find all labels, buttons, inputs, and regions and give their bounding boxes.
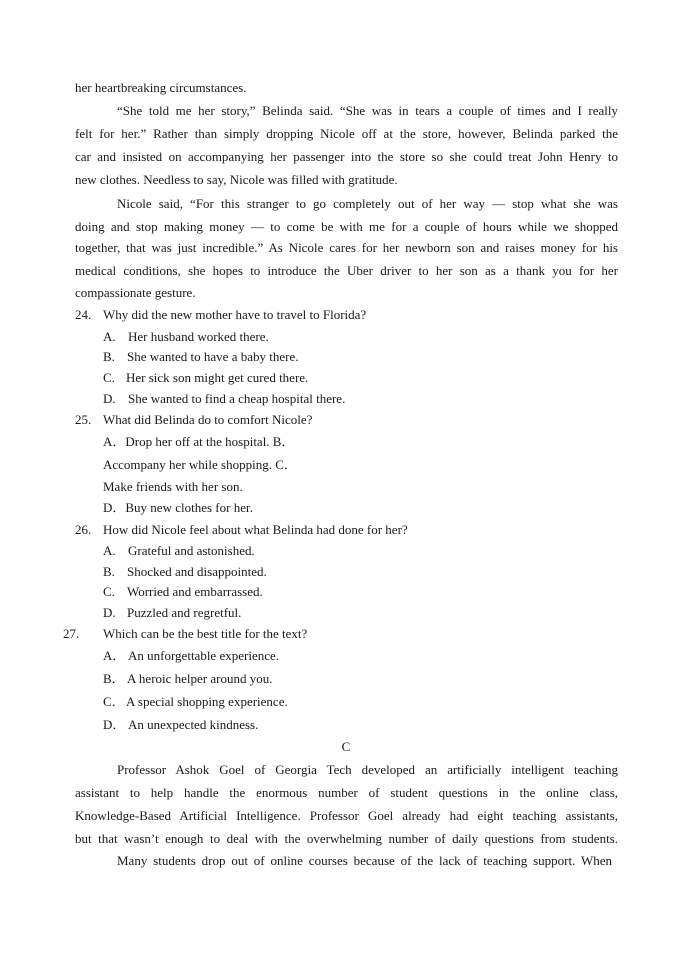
question-27-number: 27. [63, 626, 80, 641]
question-27-stem: Which can be the best title for the text? [103, 626, 308, 641]
passage-b-line-9: medical conditions, she hopes to introduce the Uber driver to her son as a thank you for her [75, 263, 618, 278]
passage-c-line-1: Professor Ashok Goel of Georgia Tech developed an artificially intelligent teaching [117, 762, 618, 777]
question-24-number: 24. [75, 307, 92, 322]
question-26-option-c: Worried and embarrassed. [127, 584, 263, 599]
passage-c-heading: C [341, 739, 351, 754]
question-24-stem: Why did the new mother have to travel to Florida? [103, 307, 367, 322]
passage-b-line-2: “She told me her story,” Belinda said. “She was in tears a couple of times and I really [117, 103, 618, 118]
question-26-option-a: Grateful and astonished. [128, 543, 255, 558]
passage-b-line-5: new clothes. Needless to say, Nicole was filled with gratitude. [75, 172, 398, 187]
question-25-line-3: Make friends with her son. [103, 479, 243, 494]
question-25-line-4: D．Buy new clothes for her. [103, 500, 253, 515]
question-26-option-d-label: D. [103, 605, 116, 620]
question-26-option-b-label: B. [103, 564, 115, 579]
question-25-line-2: Accompany her while shopping. C． [103, 457, 297, 472]
question-27-option-c-label: C． [103, 694, 125, 709]
passage-b-line-6: Nicole said, “For this stranger to go completely out of her way — stop what she was [117, 196, 618, 211]
question-24-option-b: She wanted to have a baby there. [127, 349, 299, 364]
question-25-number: 25. [75, 412, 92, 427]
question-24-option-c: Her sick son might get cured there. [126, 370, 309, 385]
question-27-option-a-label: A． [103, 648, 126, 663]
question-27-option-a: An unforgettable experience. [128, 648, 279, 663]
passage-c-line-3: Knowledge-Based Artificial Intelligence. Professor Goel already had eight teaching assistants, [75, 808, 618, 823]
question-24-option-d-label: D. [103, 391, 116, 406]
passage-b-line-7: doing and stop making money — to come be with me for a couple of hours while we shopped [75, 219, 618, 234]
question-26-option-d: Puzzled and regretful. [127, 605, 242, 620]
passage-c-line-4: but that wasn’t enough to deal with the overwhelming number of daily questions from students. [75, 831, 618, 846]
question-27-option-d-label: D． [103, 717, 126, 732]
question-25-line-1: A．Drop her off at the hospital. B． [103, 434, 295, 449]
question-27-option-c: A special shopping experience. [126, 694, 288, 709]
question-24-option-a-label: A. [103, 329, 116, 344]
question-26-option-c-label: C. [103, 584, 115, 599]
passage-c-line-2: assistant to help handle the enormous number of student questions in the online class, [75, 785, 618, 800]
question-24-option-d: She wanted to find a cheap hospital there. [128, 391, 346, 406]
question-27-option-b: A heroic helper around you. [127, 671, 273, 686]
question-27-option-b-label: B． [103, 671, 125, 686]
passage-b-line-1: her heartbreaking circumstances. [75, 80, 247, 95]
question-24-option-a: Her husband worked there. [128, 329, 269, 344]
question-26-option-b: Shocked and disappointed. [127, 564, 267, 579]
passage-c-line-5: Many students drop out of online courses because of the lack of teaching support. When [117, 853, 612, 868]
passage-b-line-8: together, that was just incredible.” As Nicole cares for her newborn son and raises money for his [75, 240, 618, 255]
question-26-option-a-label: A. [103, 543, 116, 558]
question-24-option-b-label: B. [103, 349, 115, 364]
passage-b-line-3: felt for her.” Rather than simply dropping Nicole off at the store, however, Belinda parked the [75, 126, 618, 141]
passage-b-line-4: car and insisted on accompanying her passenger into the store so she could treat John Henry to [75, 149, 618, 164]
question-26-number: 26. [75, 522, 92, 537]
question-24-option-c-label: C. [103, 370, 115, 385]
question-27-option-d: An unexpected kindness. [128, 717, 259, 732]
question-25-stem: What did Belinda do to comfort Nicole? [103, 412, 313, 427]
passage-b-line-10: compassionate gesture. [75, 285, 196, 300]
question-26-stem: How did Nicole feel about what Belinda had done for her? [103, 522, 408, 537]
